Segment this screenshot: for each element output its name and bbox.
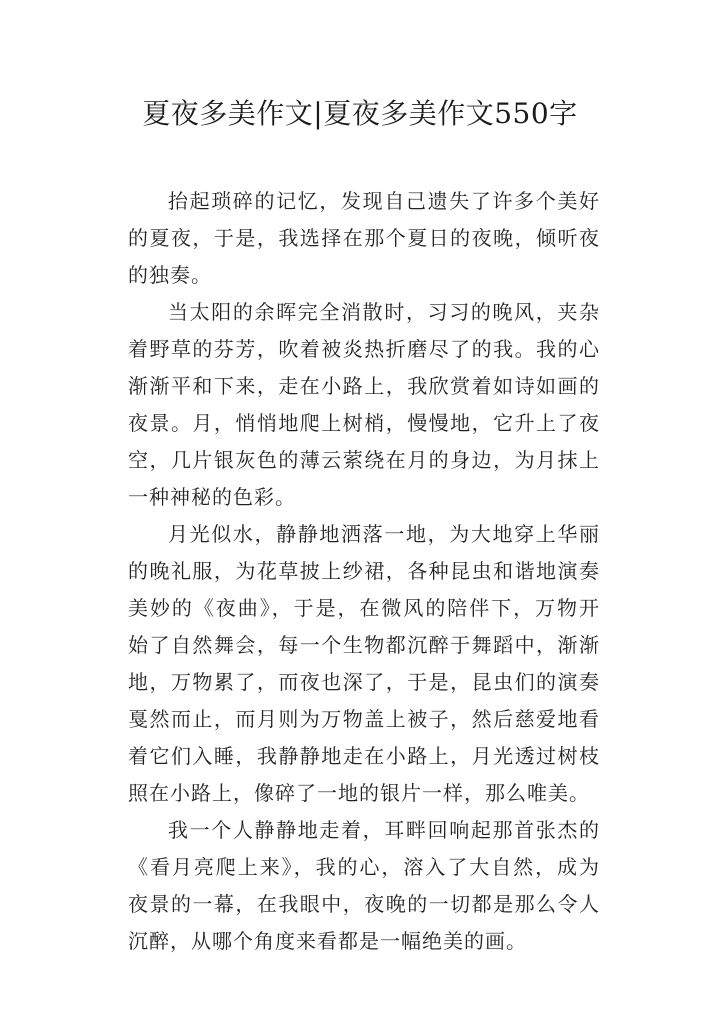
paragraph-3: 月光似水，静静地洒落一地，为大地穿上华丽的晚礼服，为花草披上纱裙，各种昆虫和谐地演奏美妙的《夜曲》，于是，在微风的陪伴下，万物开始了自然舞会，每一个生物都沉醉于舞蹈中，渐渐地，万物累了，而夜也深了，于是，昆虫们的演奏戛然而止，而月则为万物盖上被子，然后慈爱地看着它们入睡，我静静地走在小路上，月光透过树枝照在小路上，像碎了一地的银片一样，那么唯美。 <box>128 522 600 805</box>
document-title: 夏夜多美作文|夏夜多美作文550字 <box>142 97 578 130</box>
paragraph-1: 抬起琐碎的记忆，发现自己遗失了许多个美好的夏夜，于是，我选择在那个夏日的夜晚，倾听夜的独奏。 <box>128 189 600 287</box>
document-body <box>128 183 600 960</box>
paragraph-4: 我一个人静静地走着，耳畔回响起那首张杰的《看月亮爬上来》，我的心，溶入了大自然，成为夜景的一幕，在我眼中，夜晚的一切都是那么令人沉醉，从哪个角度来看都是一幅绝美的画。 <box>128 818 600 953</box>
paragraph-2: 当太阳的余晖完全消散时，习习的晚风，夹杂着野草的芬芳，吹着被炎热折磨尽了的我。我的心渐渐平和下来，走在小路上，我欣赏着如诗如画的夜景。月，悄悄地爬上树梢，慢慢地，它升上了夜空，几片银灰色的薄云萦绕在月的身边，为月抹上一种神秘的色彩。 <box>128 300 600 509</box>
